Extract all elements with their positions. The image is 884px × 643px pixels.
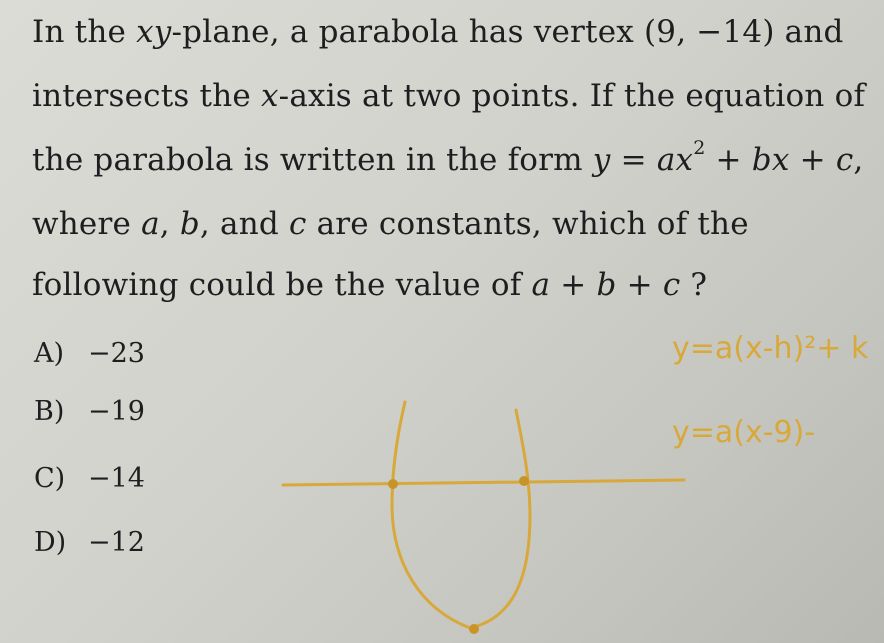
choice-value: −12 [88,527,145,558]
variable: a [531,267,551,303]
text: + [616,267,663,303]
variable: a [141,206,160,242]
variable: c [662,267,681,303]
choice-letter: C) [34,463,66,494]
choice-letter: A) [34,338,65,369]
text: -plane, a parabola has vertex (9, −14) and [171,14,844,50]
text: -axis at two points. If the equation of [278,78,866,114]
text: , [853,142,864,178]
text: + [705,142,752,178]
x-intercept-left-dot [388,479,398,489]
variable: c [288,206,307,242]
text: , and [199,206,289,242]
text: the parabola is written in the form [32,142,593,178]
text: ? [680,267,708,303]
choice-letter: B) [34,396,65,427]
handwritten-substituted-form: y=a(x-9)- [672,415,816,450]
text: = [610,142,657,178]
x-intercept-right-dot [519,476,529,486]
variable: b [596,267,617,303]
choice-letter: D) [34,527,67,558]
text: , [159,206,180,242]
choice-value: −19 [88,396,145,427]
exponent: 2 [693,137,706,159]
text: + [789,142,836,178]
handwritten-vertex-form: y=a(x-h)²+ k [672,331,869,366]
text: where [32,206,142,242]
text: intersects the [32,78,261,114]
variable: b [179,206,200,242]
variable: y [592,142,611,178]
variable: x [260,78,279,114]
sketched-x-axis [283,480,684,485]
sketched-parabola [392,402,530,628]
vertex-dot [469,624,479,634]
variable: xy [136,14,172,50]
choice-value: −14 [88,463,145,494]
text: In the [32,14,137,50]
variable: ax [656,142,694,178]
text: + [550,267,597,303]
text: are constants, which of the [306,206,749,242]
variable: bx [751,142,790,178]
text: following could be the value of [32,267,532,303]
choice-value: −23 [88,338,145,369]
variable: c [835,142,854,178]
